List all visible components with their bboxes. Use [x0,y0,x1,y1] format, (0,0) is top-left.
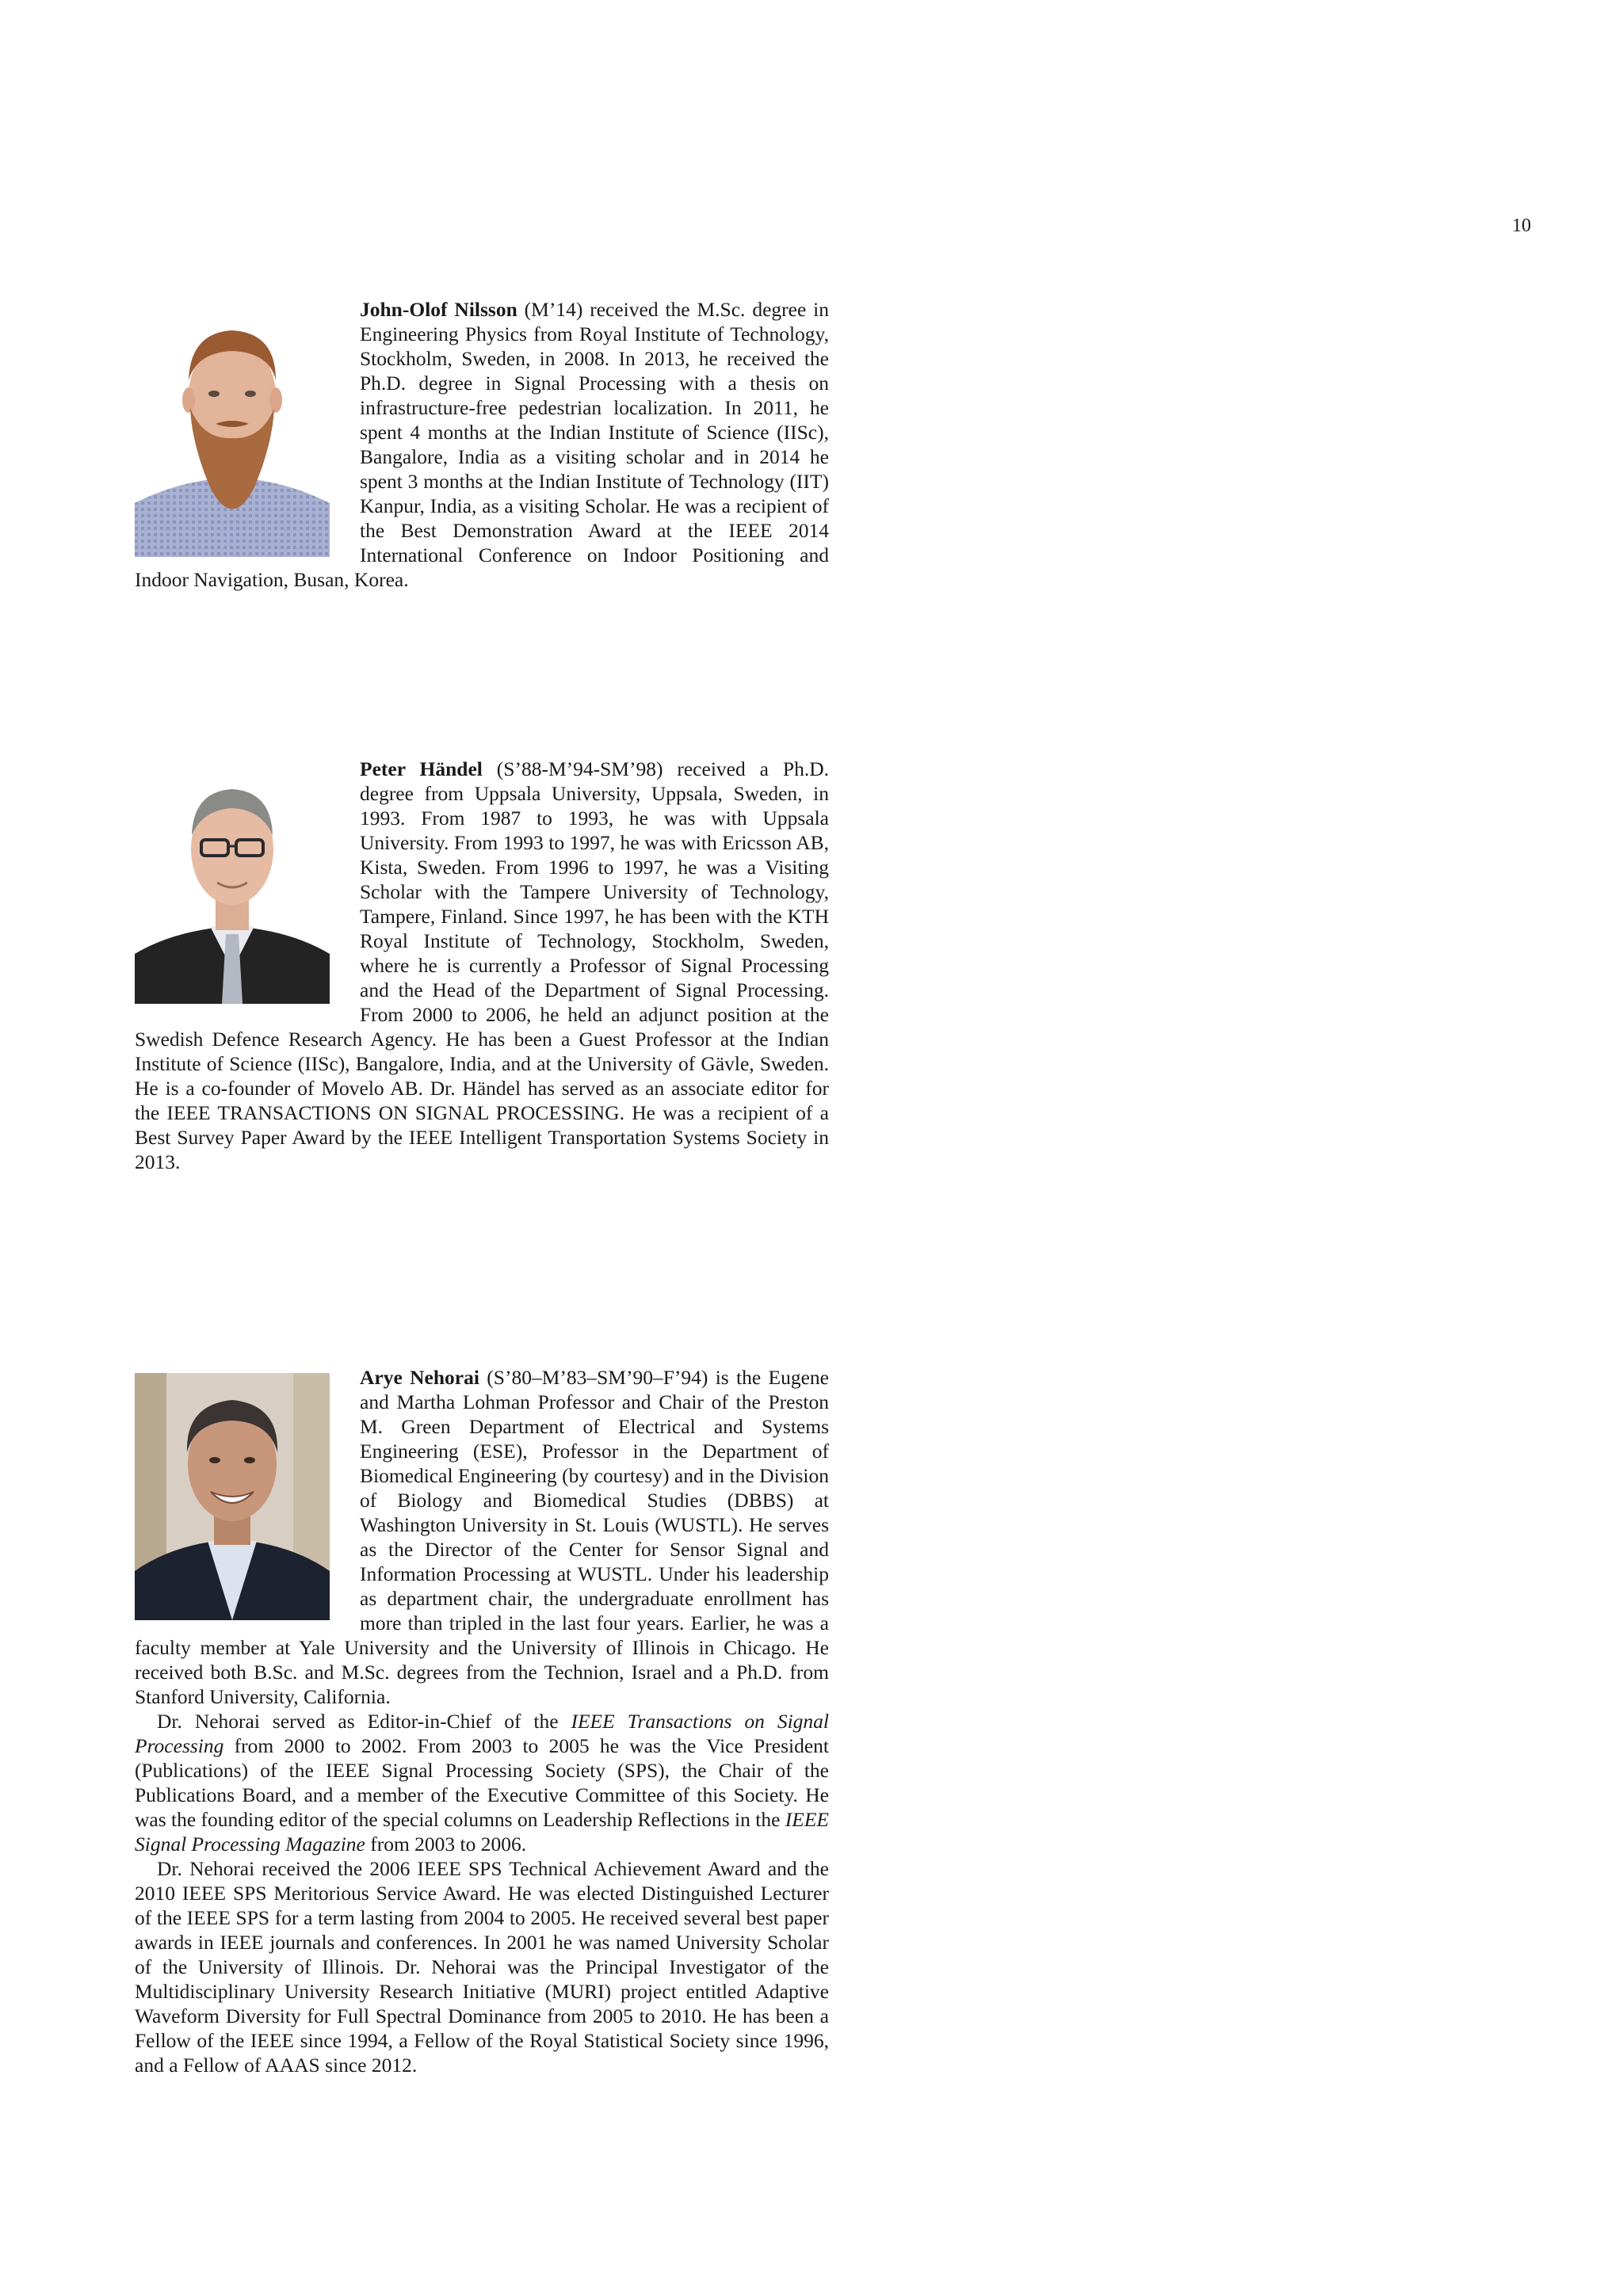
bio-nilsson [135,297,829,592]
bio-text-nehorai: (S’80–M’83–SM’90–F’94) is the Eugene and Martha Lohman Professor and Chair of the Preston M. Green Department of Electrical and Systems Engineering (ESE), Professor in the Department of Biomedical Engineering (by courtesy) and in the Division of Biology and Biomedical Studies (DBBS) at Washington University in St. Louis (WUSTL). He serves as the Director of the Center for Sensor Signal and Information Processing at WUSTL. Under his leadership as department chair, the undergraduate enrollment has more than tripled in the last four years. Earlier, he was a faculty member at Yale University and the University of Illinois in Chicago. He received both B.Sc. and M.Sc. degrees from the Technion, Israel and a Ph.D. from Stanford University, California. [135,1366,829,1708]
author-name-nilsson: John-Olof Nilsson [360,298,517,321]
bio-text-nilsson: (M’14) received the M.Sc. degree in Engineering Physics from Royal Institute of Technology, Stockholm, Sweden, in 2008. In 2013, he received the Ph.D. degree in Signal Processing with a thesis on infrastructure-free pedestrian localization. In 2011, he spent 4 months at the Indian Institute of Science (IISc), Bangalore, India as a visiting scholar and in 2014 he spent 3 months at the Indian Institute of Technology (IIT) Kanpur, India, as a visiting Scholar. He was a recipient of the Best Demonstration Award at the IEEE 2014 International Conference on Indoor Positioning and Indoor Navigation, Busan, Korea. [135,298,829,591]
author-name-handel: Peter Händel [360,757,483,780]
bio-text-handel: (S’88-M’94-SM’98) received a Ph.D. degree from Uppsala University, Uppsala, Sweden, in 1993. From 1987 to 1993, he was with Uppsala University. From 1993 to 1997, he was with Ericsson AB, Kista, Sweden. From 1996 to 1997, he was a Visiting Scholar with the Tampere University of Technology, Tampere, Finland. Since 1997, he has been with the KTH Royal Institute of Technology, Stockholm, Sweden, where he is currently a Professor of Signal Processing and the Head of the Department of Signal Processing. From 2000 to 2006, he held an adjunct position at the Swedish Defence Research Agency. He has been a Guest Professor at the Indian Institute of Science (IISc), Bangalore, India, and at the University of Gävle, Sweden. He is a co-founder of Movelo AB. Dr. Händel has served as an associate editor for the IEEE TRANSACTIONS ON SIGNAL PROCESSING. He was a recipient of a Best Survey Paper Award by the IEEE Intelligent Transportation Systems Society in 2013. [135,757,830,1173]
bio-nehorai-paragraph-2: Dr. Nehorai served as Editor-in-Chief of the IEEE Transactions on Signal Processing from 2000 to 2002. From 2003 to 2005 he was the Vice President (Publications) of the IEEE Signal Processing Society (SPS), the Chair of the Publications Board, and a member of the Executive Committee of this Society. He was the founding editor of the special columns on Leadership Reflections in the IEEE Signal Processing Magazine from 2003 to 2006. [135,1710,829,1855]
bio-handel [135,757,829,1174]
page-number: 10 [1512,215,1531,236]
author-photo-nehorai [135,1373,330,1620]
bio-nehorai-paragraph-3: Dr. Nehorai received the 2006 IEEE SPS Technical Achievement Award and the 2010 IEEE SPS Meritorious Service Award. He was elected Distinguished Lecturer of the IEEE SPS for a term lasting from 2004 to 2005. He received several best paper awards in IEEE journals and conferences. In 2001 he was named University Scholar of the University of Illinois. Dr. Nehorai was the Principal Investigator of the Multidisciplinary University Research Initiative (MURI) project entitled Adaptive Waveform Diversity for Full Spectral Dominance from 2005 to 2010. He has been a Fellow of the IEEE since 1994, a Fellow of the Royal Statistical Society since 1996, and a Fellow of AAAS since 2012. [135,1857,829,2077]
author-name-nehorai: Arye Nehorai [360,1366,479,1389]
bio-nehorai [135,1365,829,2077]
author-photo-handel [135,764,330,1004]
author-photo-nilsson [135,305,330,557]
